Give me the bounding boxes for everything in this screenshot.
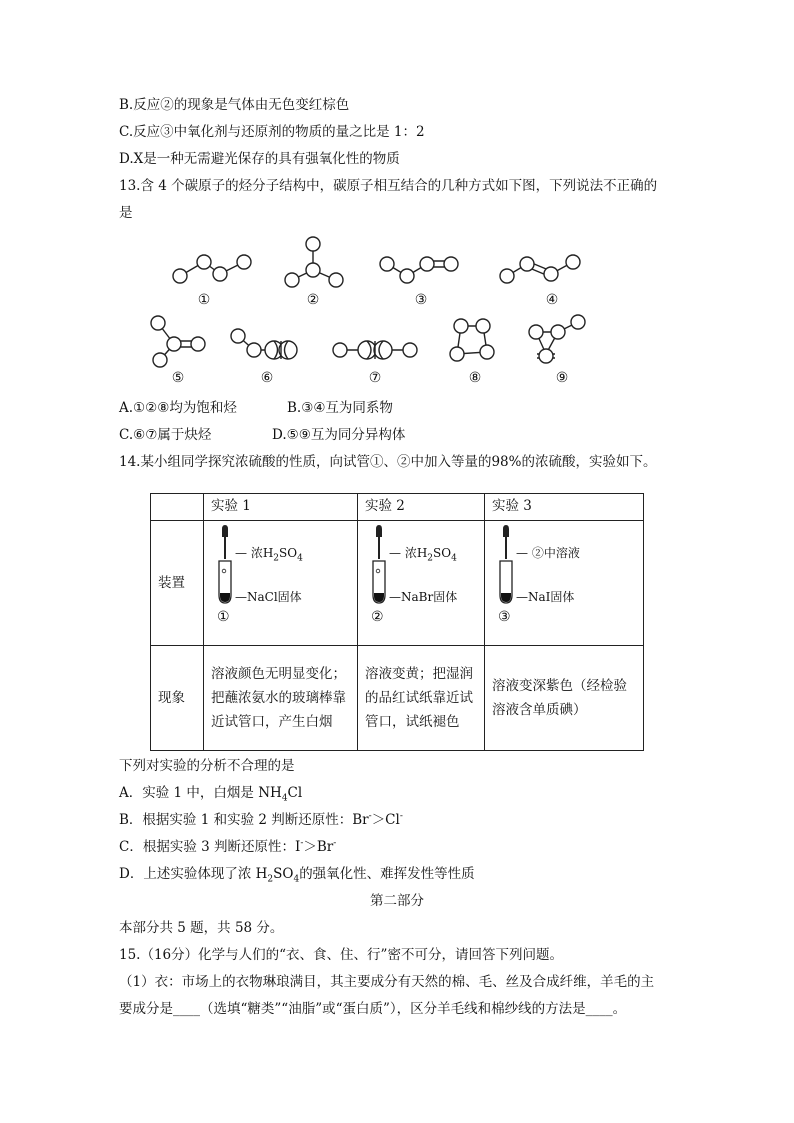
q15-sub1-line1: （1）衣：市场上的衣物琳琅满目，其主要成分有天然的棉、毛、丝及合成纤维，羊毛的主: [119, 974, 655, 990]
observation-cell-3: 溶液变深紫色（经检验溶液含单质碘）: [485, 646, 644, 751]
test-tube-2-icon: [365, 525, 389, 617]
apparatus-3-number: ③: [498, 609, 511, 625]
q13-stem-line2: 是: [119, 205, 133, 221]
experiment-table: [150, 493, 644, 751]
test-tube-3-icon: [492, 525, 516, 617]
test-tube-1-icon: [211, 525, 235, 617]
q14-option-c: C．根据实验 3 判断还原性：I-＞Br-: [119, 838, 337, 855]
structure-8-diagram: [447, 316, 499, 366]
apparatus-1-number: ①: [217, 609, 230, 625]
table-header-empty: [151, 494, 204, 521]
row-label-apparatus: 装置: [151, 521, 204, 646]
structure-7-diagram: [330, 332, 420, 368]
structure-3-diagram: [375, 250, 465, 286]
structure-7-label: ⑦: [368, 370, 382, 386]
apparatus-cell-3: [485, 521, 644, 646]
q14-option-d: D．上述实验体现了浓 $H_2SO_4$的强氧化性、难挥发性等性质: [119, 866, 475, 885]
structure-5-diagram: [148, 314, 210, 370]
structure-6-diagram: [228, 326, 308, 366]
q15-stem: 15.（16分）化学与人们的“衣、食、住、行”密不可分，请回答下列问题。: [119, 947, 563, 963]
q12-option-d: D.X是一种无需避光保存的具有强氧化性的物质: [119, 151, 400, 167]
q15-sub1-line2: 要成分是____（选填“糖类”“油脂”或“蛋白质”），区分羊毛线和棉纱线的方法是____。: [119, 1001, 627, 1017]
apparatus-3-solid: —NaI固体: [516, 590, 575, 604]
structure-5-label: ⑤: [171, 370, 185, 386]
table-header-exp1: 实验 1: [204, 494, 358, 521]
structure-2-diagram: [278, 232, 348, 292]
q13-option-c: C.⑥⑦属于炔烃: [119, 427, 212, 443]
apparatus-2-solid: —NaBr固体: [389, 590, 458, 604]
q12-option-c: C.反应③中氧化剂与还原剂的物质的量之比是 1：2: [119, 124, 425, 140]
structure-8-label: ⑧: [468, 370, 482, 386]
apparatus-2-reagent: — 浓$H_2SO_4$: [389, 546, 457, 564]
q13-option-b: B.③④互为同系物: [287, 400, 393, 416]
observation-cell-1: 溶液颜色无明显变化；把蘸浓氨水的玻璃棒靠近试管口，产生白烟: [204, 646, 358, 751]
part2-intro: 本部分共 5 题，共 58 分。: [119, 920, 284, 936]
structure-3-label: ③: [414, 292, 428, 308]
q14-stem: 14.某小组同学探究浓硫酸的性质，向试管①、②中加入等量的98%的浓硫酸，实验如下。: [119, 454, 657, 470]
apparatus-cell-1: [204, 521, 358, 646]
apparatus-1-solid: —NaCl固体: [235, 590, 302, 604]
q12-option-b: B.反应②的现象是气体由无色变红棕色: [119, 97, 350, 113]
structure-4-diagram: [497, 248, 587, 288]
q14-option-a: A．实验 1 中，白烟是 $NH_4Cl$: [119, 785, 303, 804]
q13-option-d: D.⑤⑨互为同分异构体: [272, 427, 406, 443]
structure-9-label: ⑨: [555, 370, 569, 386]
structure-1-diagram: [170, 248, 260, 288]
apparatus-1-reagent: — 浓$H_2SO_4$: [235, 546, 303, 564]
structure-6-label: ⑥: [260, 370, 274, 386]
row-label-observation: 现象: [151, 646, 204, 751]
q13-option-a: A.①②⑧均为饱和烃: [119, 400, 237, 416]
table-header-exp3: 实验 3: [485, 494, 644, 521]
apparatus-cell-2: [358, 521, 485, 646]
q14-question: 下列对实验的分析不合理的是: [119, 758, 295, 774]
part2-title: 第二部分: [370, 893, 424, 909]
observation-cell-2: 溶液变黄；把湿润的品红试纸靠近试管口，试纸褪色: [358, 646, 485, 751]
q14-option-b: B．根据实验 1 和实验 2 判断还原性：Br-＞Cl-: [119, 811, 403, 828]
apparatus-3-reagent: — ②中溶液: [516, 546, 580, 560]
q13-stem-line1: 13.含 4 个碳原子的烃分子结构中，碳原子相互结合的几种方式如下图，下列说法不正确的: [119, 178, 658, 194]
structure-2-label: ②: [306, 292, 320, 308]
structure-9-diagram: [524, 312, 594, 364]
apparatus-2-number: ②: [371, 609, 384, 625]
structure-4-label: ④: [545, 292, 559, 308]
structure-1-label: ①: [197, 292, 211, 308]
table-header-exp2: 实验 2: [358, 494, 485, 521]
